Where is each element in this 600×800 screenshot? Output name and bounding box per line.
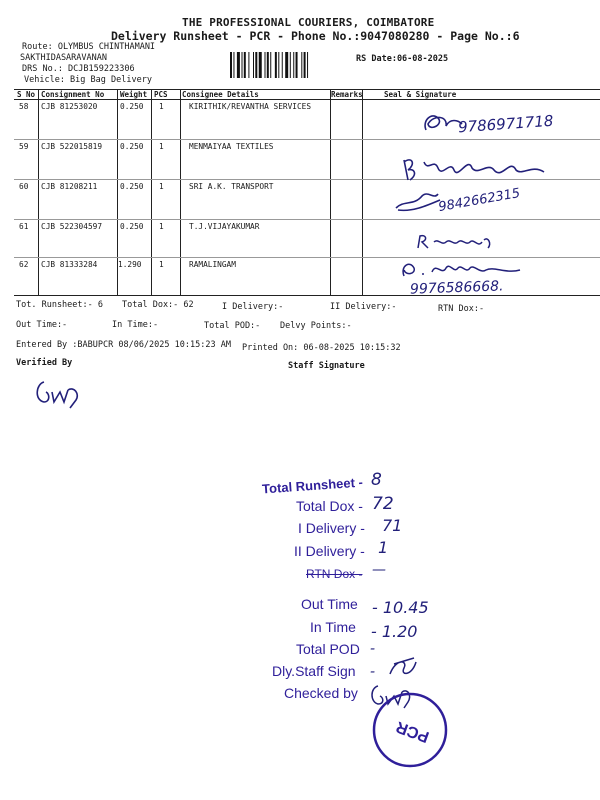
- row-sno: 62: [19, 260, 29, 269]
- row-sno: 58: [19, 102, 29, 111]
- col-divider: [38, 89, 39, 295]
- ii-delivery: II Delivery:-: [330, 302, 397, 312]
- rtn-dox: RTN Dox:-: [438, 304, 485, 314]
- stamp-total-dox-label: Total Dox -: [296, 498, 363, 514]
- col-header-sno: S No: [17, 90, 36, 99]
- delvy-points: Delvy Points:-: [280, 321, 352, 331]
- stamp-total-runsheet-label: Total Runsheet -: [261, 474, 364, 497]
- stamp-checked-by-label: Checked by: [284, 685, 358, 701]
- stamp-i-delivery-value: 71: [382, 516, 403, 535]
- row-sno: 59: [19, 142, 29, 151]
- row-consignee: SRI A.K. TRANSPORT: [189, 182, 274, 191]
- row-consignee: KIRITHIK/REVANTHA SERVICES: [189, 102, 312, 111]
- route-label: Route: OLYMBUS CHINTHAMANI: [22, 42, 156, 52]
- staff-signature: Staff Signature: [288, 361, 365, 371]
- stamp-total-pod-label: Total POD: [296, 641, 360, 657]
- printed-on: Printed On: 06-08-2025 10:15:32: [242, 343, 401, 353]
- handwritten-signature-icon: [398, 150, 558, 186]
- stamp-in-time-label: In Time: [310, 619, 356, 635]
- col-header-consignee: Consignee Details: [182, 90, 259, 99]
- row-weight: 0.250: [120, 222, 144, 231]
- vehicle-label: Vehicle: Big Bag Delivery: [24, 75, 152, 85]
- row-weight: 1.290: [118, 260, 142, 269]
- col-divider: [180, 89, 181, 295]
- row-rule: [14, 219, 600, 220]
- stamp-i-delivery-label: I Delivery -: [298, 520, 365, 536]
- row-sno: 61: [19, 222, 29, 231]
- col-header-remarks: Remarks: [331, 90, 363, 99]
- drs-number: DRS No.: DCJB159223306: [22, 64, 135, 74]
- stamp-dly-staff-sign-label: Dly.Staff Sign: [272, 663, 356, 679]
- verifier-signature-icon: [30, 374, 90, 414]
- row-consignee: MENMAIYAA TEXTILES: [189, 142, 274, 151]
- stamp-dly-staff-sign-value: -: [370, 664, 376, 680]
- table-header-rule: [14, 99, 600, 100]
- row-weight: 0.250: [120, 102, 144, 111]
- staff-name: SAKTHIDASARAVANAN: [20, 53, 107, 63]
- col-header-pcs: PCS: [154, 90, 168, 99]
- col-header-seal: Seal & Signature: [384, 90, 457, 99]
- row-consignment: CJB 81208211: [41, 182, 98, 191]
- row-weight: 0.250: [120, 182, 144, 191]
- in-time: In Time:-: [112, 320, 159, 330]
- stamp-total-pod-value: -: [370, 641, 376, 657]
- col-header-consignment: Consignment No: [41, 90, 105, 99]
- runsheet-subtitle: Delivery Runsheet - PCR - Phone No.:9047080280 - Page No.:6: [111, 29, 520, 43]
- stamp-total-dox-value: 72: [372, 494, 394, 514]
- table-bottom-rule: [14, 295, 600, 296]
- row-consignee: RAMALINGAM: [189, 260, 236, 269]
- entered-by: Entered By :BABUPCR 08/06/2025 10:15:23 AM: [16, 340, 231, 350]
- handwritten-signature-icon: [418, 108, 468, 138]
- tot-runsheet: Tot. Runsheet:- 6: [16, 300, 103, 310]
- handwritten-signature-icon: [414, 230, 496, 254]
- total-pod: Total POD:-: [204, 321, 261, 331]
- staff-sign-scribble-icon: [386, 654, 420, 682]
- row-pcs: 1: [159, 142, 164, 151]
- row-pcs: 1: [159, 260, 164, 269]
- pcr-seal-text: PCR: [393, 717, 432, 746]
- row-pcs: 1: [159, 182, 164, 191]
- row-pcs: 1: [159, 222, 164, 231]
- col-divider: [330, 89, 331, 295]
- row-signature-phone: 9842662315: [437, 185, 522, 216]
- row-rule: [14, 139, 600, 140]
- verified-by: Verified By: [16, 358, 73, 368]
- out-time: Out Time:-: [16, 320, 68, 330]
- row-signature-phone: 9976586668.: [409, 278, 504, 298]
- stamp-out-time-value: - 10.45: [372, 598, 429, 617]
- col-divider: [362, 89, 363, 295]
- stamp-total-runsheet-value: 8: [371, 470, 382, 490]
- row-consignment: CJB 81253020: [41, 102, 98, 111]
- handwritten-signature-icon: [392, 186, 442, 214]
- col-header-weight: Weight: [120, 90, 148, 99]
- i-delivery: I Delivery:-: [222, 302, 284, 312]
- stamp-rtn-dox-label: RTN Dox -: [306, 567, 363, 581]
- row-signature-phone: 9786971718: [457, 111, 554, 137]
- row-consignment: CJB 81333284: [41, 260, 98, 269]
- row-pcs: 1: [159, 102, 164, 111]
- stamp-out-time-label: Out Time: [301, 596, 358, 612]
- col-divider: [151, 89, 152, 295]
- rs-date: RS Date:06-08-2025: [356, 54, 449, 64]
- row-weight: 0.250: [120, 142, 144, 151]
- stamp-rtn-dox-value: —: [372, 562, 386, 578]
- barcode-image: [230, 52, 350, 78]
- row-consignment: CJB 522304597: [41, 222, 103, 231]
- row-sno: 60: [19, 182, 29, 191]
- stamp-in-time-value: - 1.20: [371, 622, 418, 641]
- total-dox: Total Dox:- 62: [122, 300, 194, 310]
- company-title: THE PROFESSIONAL COURIERS, COIMBATORE: [182, 16, 435, 29]
- row-consignee: T.J.VIJAYAKUMAR: [189, 222, 260, 231]
- handwritten-signature-icon: [396, 256, 526, 282]
- row-consignment: CJB 522015819: [41, 142, 103, 151]
- stamp-ii-delivery-label: II Delivery -: [294, 543, 365, 559]
- stamp-ii-delivery-value: 1: [378, 538, 389, 557]
